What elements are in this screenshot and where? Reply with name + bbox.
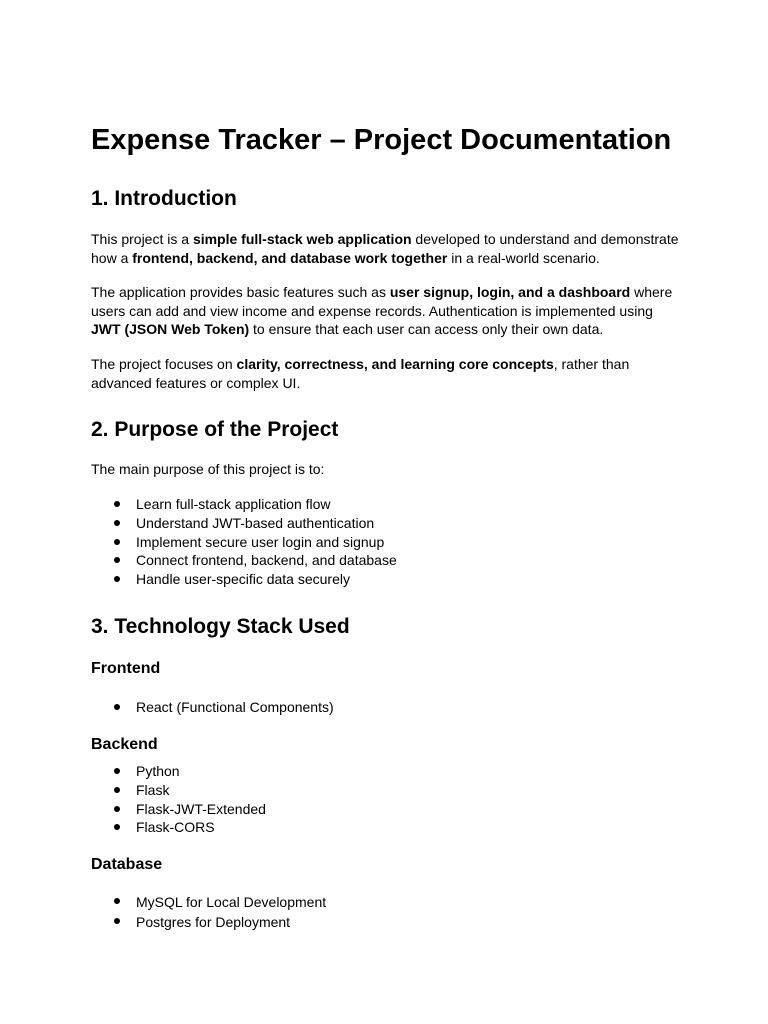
backend-list [91,762,266,837]
list-item: Understand JWT-based authentication [91,514,397,533]
intro-heading: 1. Introduction [91,187,237,210]
frontend-heading: Frontend [91,660,161,677]
list-item: Flask-JWT-Extended [91,800,266,819]
list-item: Implement secure user login and signup [91,533,397,552]
list-item: Postgres for Deployment [91,912,326,932]
page-title: Expense Tracker – Project Documentation [91,124,672,156]
list-item: Handle user-specific data securely [91,570,397,589]
list-item: Learn full-stack application flow [91,495,397,514]
list-item: Flask-CORS [91,818,266,837]
stack-heading: 3. Technology Stack Used [91,615,350,638]
list-item: MySQL for Local Development [91,892,326,912]
database-heading: Database [91,856,163,873]
list-item: Connect frontend, backend, and database [91,551,397,570]
backend-heading: Backend [91,736,158,753]
purpose-heading: 2. Purpose of the Project [91,418,339,441]
frontend-list [91,698,334,717]
list-item: Flask [91,781,266,800]
purpose-lead: The main purpose of this project is to: [91,461,325,477]
list-item: React (Functional Components) [91,698,334,717]
list-item: Python [91,762,266,781]
purpose-list [91,495,397,589]
intro-paragraph-1: This project is a simple full-stack web application developed to understand and demonstrate how a frontend, backend, and database work together in a real-world scenario. [91,231,679,266]
database-list [91,892,326,932]
intro-paragraph-3: The project focuses on clarity, correctness, and learning core concepts, rather than advanced features or complex UI. [91,356,630,391]
intro-paragraph-2: The application provides basic features such as user signup, login, and a dashboard where users can add and view income and expense records. Authentication is implemented using JWT (JSON Web Token) to ensure that each user can access only their own data. [91,284,673,338]
